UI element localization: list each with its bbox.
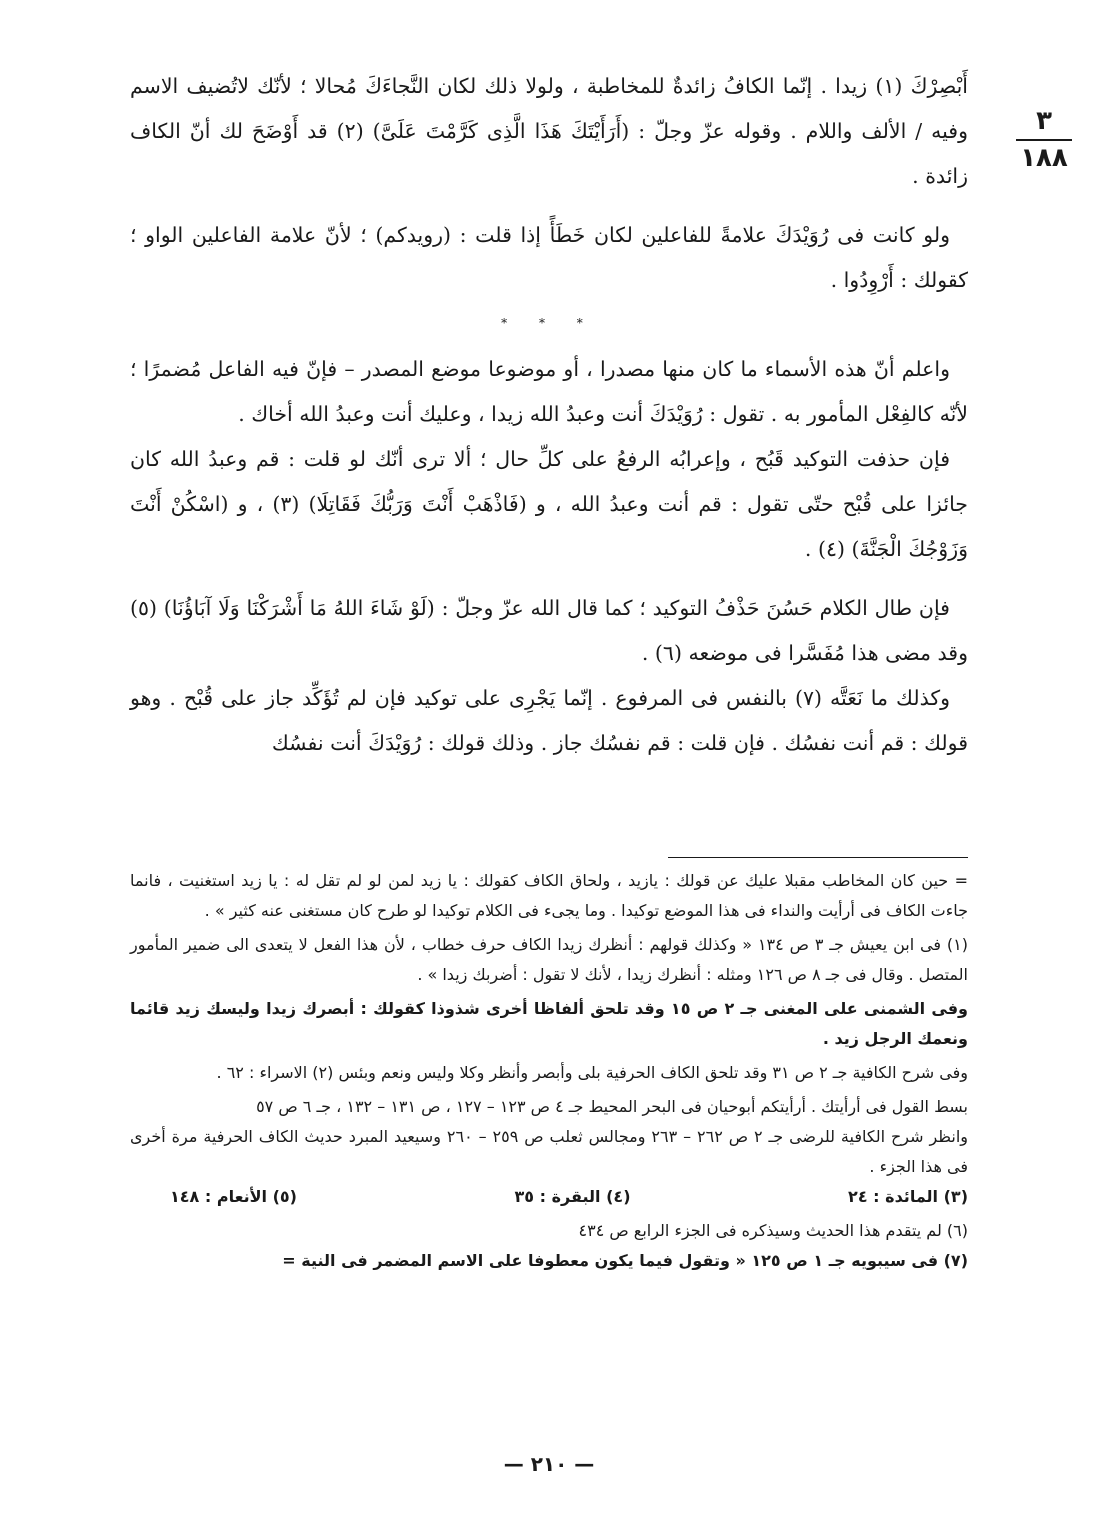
paragraph-2: ولو كانت فى رُوَيْدَكَ علامةً للفاعلين لكان خَطَأً إذا قلت : (رويدكم) ؛ لأنّ علامة الفاعلين الواو ؛ كقولك : أَرْوِدُوا . [130,223,968,292]
footnote-1-kafiya: وفى شرح الكافية جـ ٢ ص ٣١ وقد تلحق الكاف الحرفية بلى وأبصر وأنظر وكلا وليس ونعم وبئس (٢) الاسراء : ٦٢ . [216,1063,968,1082]
footnote-refs-row [130,1182,968,1212]
margin-page: ١٨٨ [1020,143,1068,174]
paragraph-1: أَبْصِرْكَ (١) زيدا . إنّما الكافُ زائدةٌ للمخاطبة ، ولولا ذلك لكان النَّجاءَكَ مُحالا ؛ لأنّك لاتُضيف الاسم وفيه / الألف واللام . وقوله عزّ وجلّ : (أَرَأَيْتَكَ هَذَا الَّذِى كَرَّمْتَ عَلَىَّ) (٢) قد أَوْضَحَ لك أنّ الكاف زائدة . [130,74,968,188]
footnote-1: (١) فى ابن يعيش جـ ٣ ص ١٣٤ « وكذلك قولهم : أنظرك زيدا الكاف حرف خطاب ، لأن هذا الفعل لا يتعدى الى ضمير المأمور المتصل . وقال فى جـ ٨ ص ١٢٦ ومثله : أنظرك زيدا ، لأنك لا تقول : أضربك زيدا » . [130,935,968,984]
footnote-1-shumunni: وفى الشمنى على المغنى جـ ٢ ص ١٥ وقد تلحق ألفاظا أخرى شذوذا كقولك : أبصرك زيدا وليسك زيد قائما ونعمك الرجل زيد . [130,999,968,1048]
margin-divider [1016,139,1072,141]
margin-volume: ٣ [1036,106,1052,136]
page-number: — ٢١٠ — [503,1452,595,1476]
footnote-continued: = حين كان المخاطب مقبلا عليك عن قولك : يازيد ، ولحاق الكاف كقولك : يا زيد لمن لو لم تقل له : يا زيد استغنيت ، فانما جاءت الكاف فى أرأيت والنداء فى هذا الموضع توكيدا . وما يجىء فى الكلام توكيدا لو طرح كان مستغنى عنه كثير » . [130,871,968,920]
paragraph-5: فإن طال الكلام حَسُنَ حَذْفُ التوكيد ؛ كما قال الله عزّ وجلّ : (لَوْ شَاءَ اللهُ مَا أَشْرَكْنَا وَلَا آبَاؤُنَا) (٥) وقد مضى هذا مُفَسَّرا فى موضعه (٦) . [130,596,968,665]
margin-reference [1012,108,1076,173]
footnote-5: (٥) الأنعام : ١٤٨ [170,1187,297,1206]
paragraph-6: وكذلك ما نَعَتَّه (٧) بالنفس فى المرفوع . إنّما يَجْرِى على توكيد فإن لم تُؤَكِّد جاز على قُبْح . وهو قولك : قم أنت نفسُك . فإن قلت : قم نفسُك جاز . وذلك قولك : رُوَيْدَكَ أنت نفسُك [130,686,968,755]
footnote-2-more: وانظر شرح الكافية للرضى جـ ٢ ص ٢٦٢ – ٢٦٣ ومجالس ثعلب ص ٢٥٩ – ٢٦٠ وسيعيد المبرد حديث الكاف الحرفية مرة أخرى فى هذا الجزء . [130,1127,969,1176]
footnote-2: بسط القول فى أرأيتك . أرأيتكم أبوحيان فى البحر المحيط جـ ٤ ص ١٢٣ – ١٢٧ ، ص ١٣١ – ١٣٢ ، جـ ٦ ص ٥٧ [256,1097,968,1116]
footnotes [130,866,968,1276]
footnote-3: (٣) المائدة : ٢٤ [848,1187,968,1206]
footnote-7: (٧) فى سيبويه جـ ١ ص ١٢٥ « وتقول فيما يكون معطوفا على الاسم المضمر فى النية = [282,1251,968,1270]
section-separator: * * * [501,316,597,330]
footnote-4: (٤) البقرة : ٣٥ [514,1187,631,1206]
paragraph-3: واعلم أنّ هذه الأسماء ما كان منها مصدرا ، أو موضوعا موضع المصدر – فإنّ فيه الفاعل مُضمرًا ؛ لأنّه كالفِعْل المأمور به . تقول : رُوَيْدَكَ أنت وعبدُ الله زيدا ، وعليك أنت وعبدُ الله أخاك . [130,357,968,426]
main-text [130,64,968,766]
footnote-rule [668,857,968,858]
footnote-6: (٦) لم يتقدم هذا الحديث وسيذكره فى الجزء الرابع ص ٤٣٤ [578,1221,968,1240]
paragraph-4: فإن حذفت التوكيد قَبُح ، وإعرابُه الرفعُ على كلِّ حال ؛ ألا ترى أنّك لو قلت : قم وعبدُ الله كان جائزا على قُبْح حتّى تقول : قم أنت وعبدُ الله ، و (فَاذْهَبْ أَنْتَ وَرَبُّكَ فَقَاتِلَا) (٣) ، و (اسْكُنْ أَنْتَ وَزَوْجُكَ الْجَنَّةَ) (٤) . [130,447,968,561]
